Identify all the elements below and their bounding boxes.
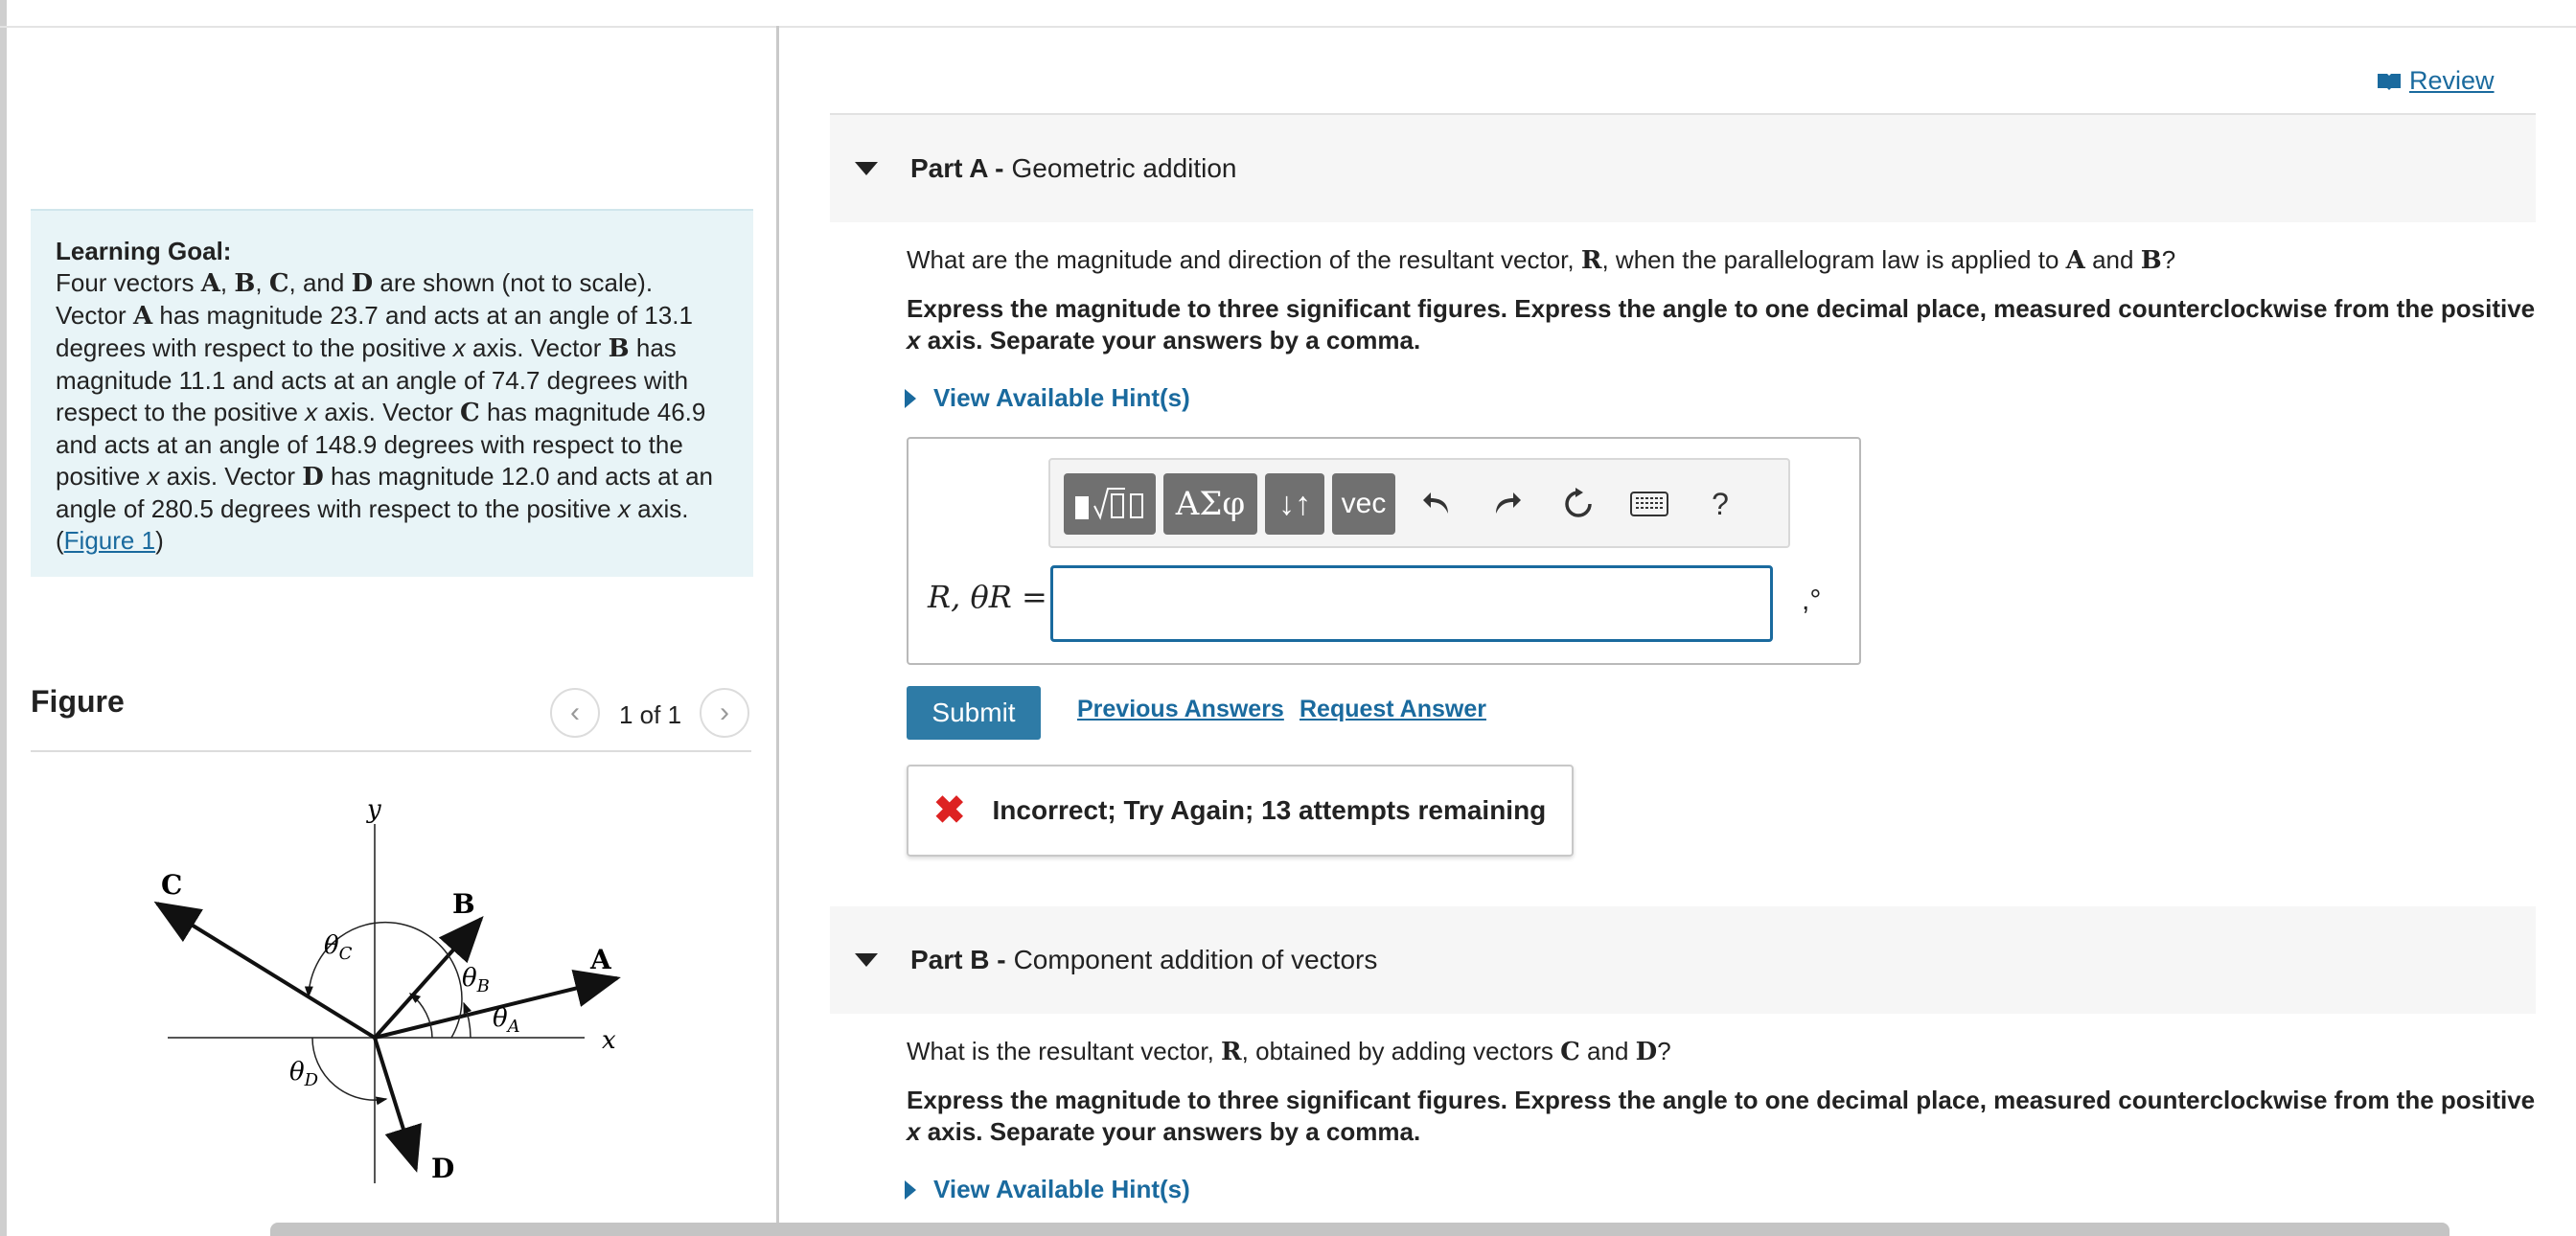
templates-icon <box>1071 483 1148 525</box>
part-b-header[interactable] <box>830 906 2536 1014</box>
answer-unit: ,° <box>1802 584 1822 616</box>
angle-arc-a <box>464 1003 471 1038</box>
collapse-triangle-icon[interactable] <box>855 953 878 967</box>
review-label: Review <box>2409 66 2495 95</box>
answer-label: R, θR = <box>928 579 1047 615</box>
collapse-triangle-icon[interactable] <box>855 162 878 175</box>
angle-arc-b <box>410 994 432 1038</box>
expand-triangle-icon <box>905 389 916 408</box>
part-a-label: Part A - <box>910 153 1004 183</box>
figure-next-button[interactable] <box>700 688 749 738</box>
theta-b-label: $\theta_B$ <box>462 964 490 996</box>
reset-icon <box>1562 488 1595 520</box>
keyboard-icon <box>1630 492 1668 516</box>
figure-count: 1 of 1 <box>619 700 682 729</box>
part-b-hint-toggle[interactable]: View Available Hint(s) <box>905 1175 1190 1204</box>
chevron-right-icon: › <box>720 697 729 728</box>
part-b-label: Part B - <box>910 945 1006 974</box>
vector-d <box>375 1038 416 1169</box>
part-a-header[interactable] <box>830 115 2536 222</box>
expand-triangle-icon <box>905 1180 916 1200</box>
greek-symbols-button[interactable]: ΑΣφ <box>1163 473 1257 535</box>
undo-icon <box>1421 491 1452 517</box>
reset-button[interactable] <box>1552 473 1604 535</box>
error-x-icon: ✖ <box>933 790 966 832</box>
book-icon <box>2377 72 2402 91</box>
vector-button[interactable]: vec <box>1332 473 1395 535</box>
part-b-question: What is the resultant vector, R, obtained by adding vectors C and D? <box>907 1037 1671 1066</box>
request-answer-link[interactable]: Request Answer <box>1300 696 1486 722</box>
previous-answers-link[interactable]: Previous Answers <box>1077 696 1284 722</box>
redo-button[interactable] <box>1482 473 1533 535</box>
answer-input[interactable] <box>1050 565 1773 642</box>
part-a-title: Geometric addition <box>1011 153 1237 183</box>
vector-c <box>157 904 375 1038</box>
feedback-text: Incorrect; Try Again; 13 attempts remaining <box>992 795 1547 825</box>
redo-icon <box>1492 491 1523 517</box>
window-edge <box>0 0 7 1236</box>
theta-a-label: $\theta_A$ <box>493 1004 520 1037</box>
part-b-instructions: Express the magnitude to three significant figures. Express the angle to one decimal place, measured counterclockwise from the positive x axis. Separate your answers by a comma. <box>907 1086 2536 1146</box>
vector-figure <box>125 781 661 1202</box>
undo-button[interactable] <box>1411 473 1462 535</box>
part-a-hint-toggle[interactable]: View Available Hint(s) <box>905 383 1190 413</box>
keyboard-button[interactable] <box>1623 473 1675 535</box>
figure-link[interactable]: Figure 1 <box>63 526 156 555</box>
math-toolbar <box>1048 458 1790 548</box>
figure-title: Figure <box>31 684 125 719</box>
learning-goal-box: Learning Goal: Four vectors A, B, C, and D are shown (not to scale). Vector A has magnitude 23.7 and acts at an angle of 13.1 degrees with respect to the positive x axis. Vector B has magnitude 11.1 and acts at an angle of 74.7 degrees with respect to the positive x axis. Vector C has magnitude 46.9 and acts at an angle of 148.9 degrees with respect to the positive x axis. Vector D has magnitude 12.0 and acts at an angle of 280.5 degrees with respect to the positive x axis.(Figure 1) <box>31 209 753 577</box>
chevron-left-icon: ‹ <box>570 697 580 728</box>
submit-button[interactable]: Submit <box>907 686 1041 740</box>
x-axis-label: x <box>602 1026 616 1055</box>
y-axis-label: y <box>367 795 381 824</box>
part-b-title: Component addition of vectors <box>1013 945 1378 974</box>
part-a-question: What are the magnitude and direction of the resultant vector, R, when the parallelogram law is applied to A and B? <box>907 245 2176 275</box>
label-b: B <box>452 888 475 920</box>
label-c: C <box>161 869 183 901</box>
templates-button[interactable] <box>1064 473 1156 535</box>
feedback-banner <box>907 765 1574 857</box>
label-a: A <box>590 944 611 975</box>
panel-divider[interactable] <box>776 26 779 1236</box>
figure-prev-button[interactable] <box>550 688 600 738</box>
help-button[interactable]: ? <box>1712 486 1729 521</box>
learning-goal-title: Learning Goal: <box>56 237 232 265</box>
review-link[interactable] <box>2377 66 2495 96</box>
theta-d-label: $\theta_D$ <box>289 1058 319 1090</box>
horizontal-scrollbar[interactable] <box>270 1223 2450 1236</box>
label-d: D <box>431 1153 455 1184</box>
part-a-instructions: Express the magnitude to three significant figures. Express the angle to one decimal place, measured counterclockwise from the positive x axis. Separate your answers by a comma. <box>907 294 2536 355</box>
theta-c-label: $\theta_C$ <box>324 931 353 964</box>
subscript-superscript-button[interactable]: ↓↑ <box>1265 473 1324 535</box>
figure-separator <box>31 750 751 752</box>
top-divider <box>0 26 2576 28</box>
